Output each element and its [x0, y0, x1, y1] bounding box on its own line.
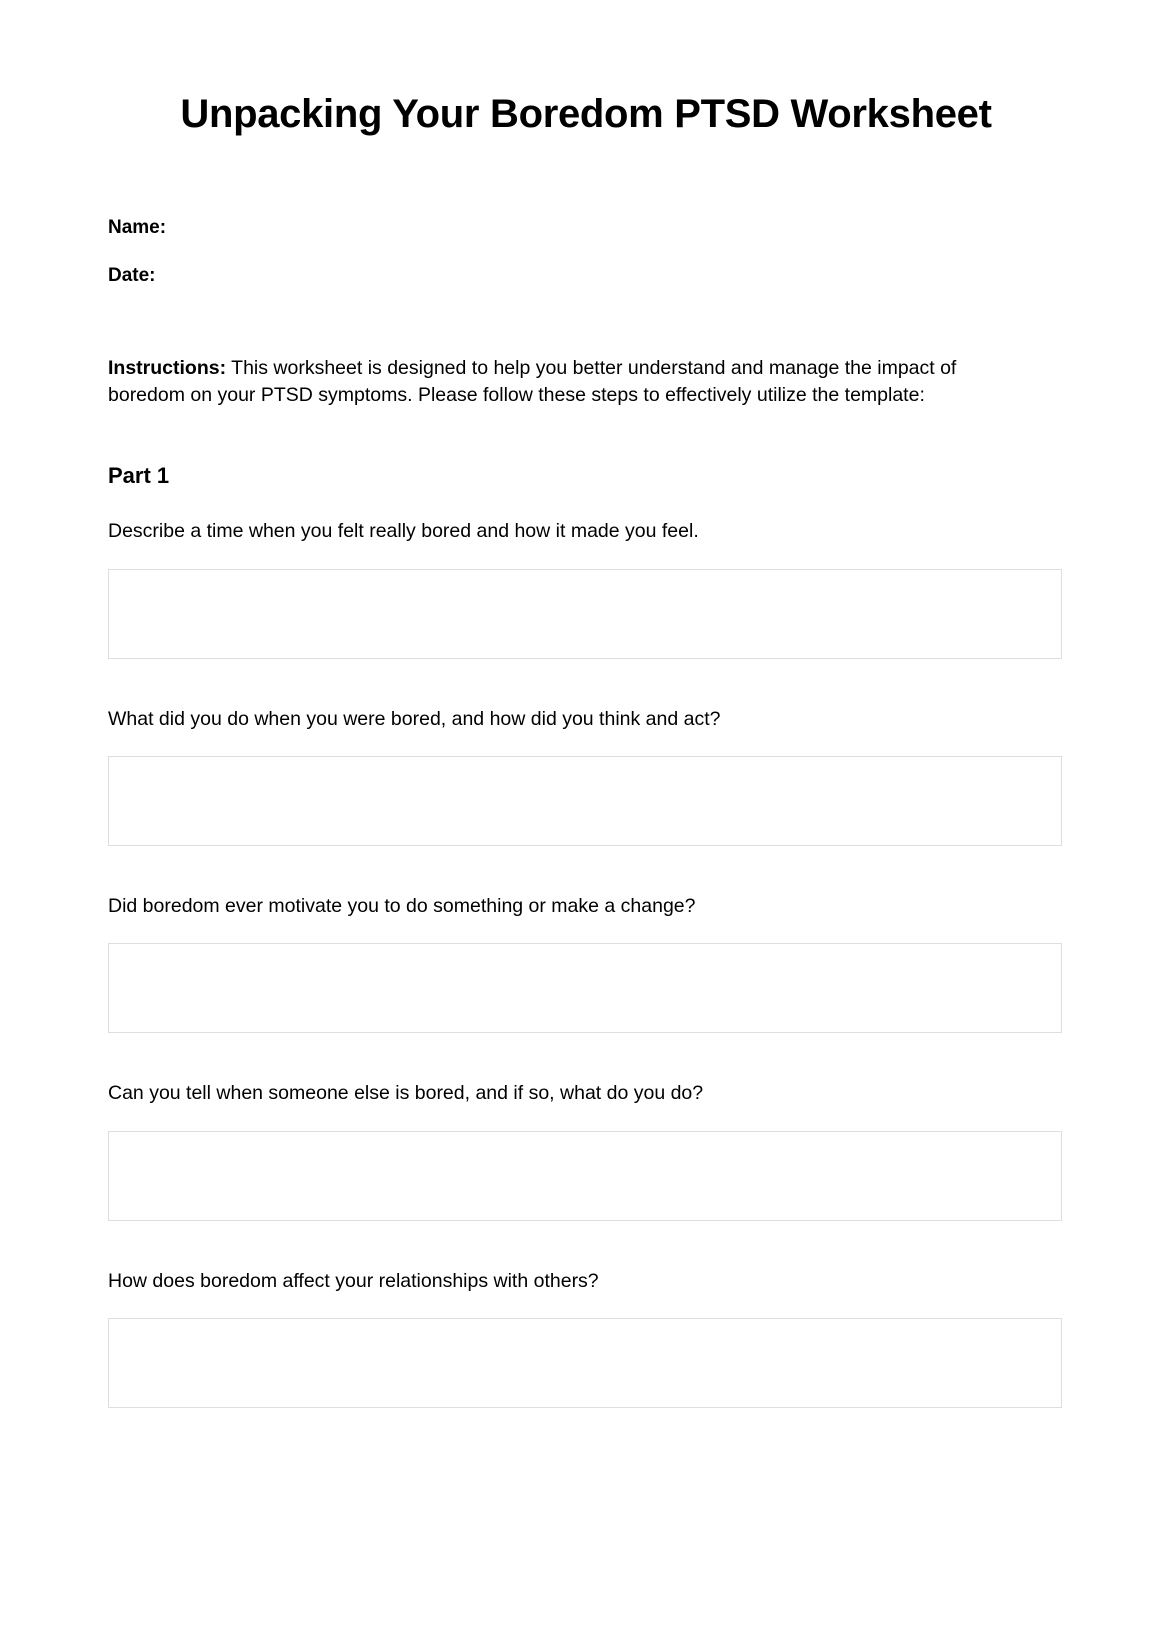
answer-box-5[interactable]	[108, 1318, 1062, 1408]
name-label: Name:	[108, 217, 167, 238]
instructions-label: Instructions:	[108, 356, 227, 379]
page-title: Unpacking Your Boredom PTSD Worksheet	[180, 92, 992, 136]
question-prompt-3: Did boredom ever motivate you to do something or make a change?	[108, 894, 696, 917]
answer-box-1[interactable]	[108, 569, 1062, 659]
question-prompt-1: Describe a time when you felt really bored and how it made you feel.	[108, 520, 699, 543]
answer-box-4[interactable]	[108, 1131, 1062, 1221]
date-field-row	[108, 265, 1064, 288]
question-prompt-5: How does boredom affect your relationships with others?	[108, 1269, 599, 1292]
document-content	[108, 0, 1064, 1408]
date-label: Date:	[108, 264, 156, 286]
answer-box-2[interactable]	[108, 756, 1062, 846]
section-heading-part-1: Part 1	[108, 462, 170, 488]
instructions-paragraph	[108, 355, 1008, 410]
instructions-text: This worksheet is designed to help you better understand and manage the impact of boredom on your PTSD symptoms. Please follow these steps to effectively utilize the template:	[108, 356, 957, 407]
name-field-row	[108, 217, 1064, 240]
question-prompt-2: What did you do when you were bored, and how did you think and act?	[108, 707, 721, 730]
answer-box-3[interactable]	[108, 943, 1062, 1033]
question-prompt-4: Can you tell when someone else is bored, and if so, what do you do?	[108, 1082, 704, 1105]
